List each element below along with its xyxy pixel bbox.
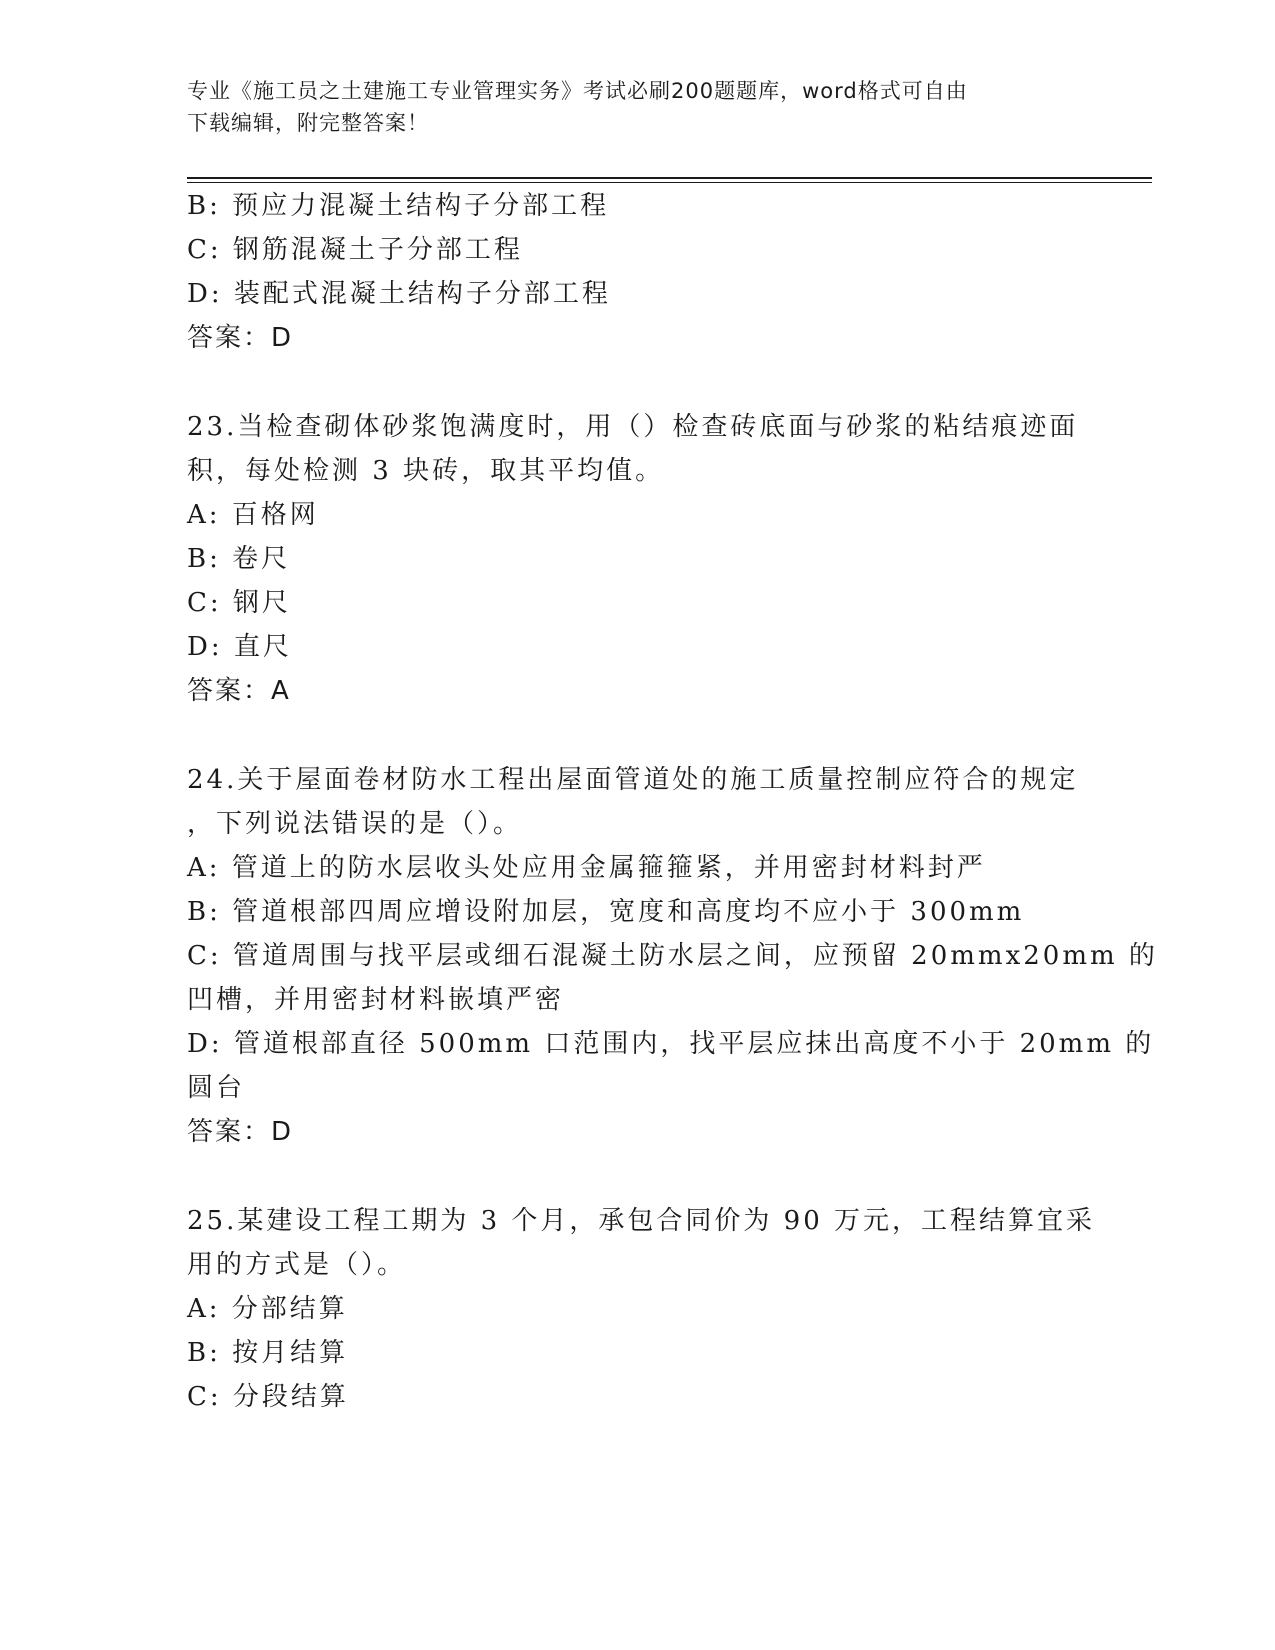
option-line: B: 预应力混凝土结构子分部工程 bbox=[187, 191, 610, 221]
option-line: C: 钢筋混凝土子分部工程 bbox=[187, 235, 523, 265]
document-header bbox=[187, 75, 1067, 139]
option-line: C: 钢尺 bbox=[187, 588, 291, 618]
option-line: A: 分部结算 bbox=[187, 1294, 348, 1324]
option-line: C: 管道周围与找平层或细石混凝土防水层之间，应预留 20mmx20mm 的 bbox=[187, 941, 1158, 971]
option-line: B: 管道根部四周应增设附加层，宽度和高度均不应小于 300mm bbox=[187, 897, 1025, 927]
answer-line: 答案：A bbox=[187, 676, 291, 706]
option-line: A: 管道上的防水层收头处应用金属箍箍紧，并用密封材料封严 bbox=[187, 853, 986, 883]
option-line: B: 卷尺 bbox=[187, 544, 291, 574]
question-stem-line: 23.当检查砌体砂浆饱满度时，用（）检查砖底面与砂浆的粘结痕迹面 bbox=[187, 412, 1079, 442]
header-line-1: 专业《施工员之土建施工专业管理实务》考试必刷200题题库，word格式可自由 bbox=[187, 79, 968, 103]
option-line: D: 管道根部直径 500mm 口范围内，找平层应抹出高度不小于 20mm 的 bbox=[187, 1029, 1155, 1059]
answer-line: 答案：D bbox=[187, 1117, 294, 1147]
option-line: D: 装配式混凝土结构子分部工程 bbox=[187, 279, 611, 309]
question-stem-line: 25.某建设工程工期为 3 个月，承包合同价为 90 万元，工程结算宜采 bbox=[187, 1206, 1096, 1236]
question-stem-line: 用的方式是（）。 bbox=[187, 1250, 407, 1280]
option-line: C: 分段结算 bbox=[187, 1382, 349, 1412]
option-line: 凹槽，并用密封材料嵌填严密 bbox=[187, 985, 565, 1015]
header-line-2: 下载编辑，附完整答案！ bbox=[187, 111, 429, 135]
answer-line: 答案：D bbox=[187, 323, 294, 353]
option-line: B: 按月结算 bbox=[187, 1338, 349, 1368]
question-stem-line: ，下列说法错误的是（）。 bbox=[187, 809, 523, 839]
header-rule-thick bbox=[187, 177, 1152, 179]
header-rule-thin bbox=[187, 182, 1152, 183]
option-line: A: 百格网 bbox=[187, 500, 319, 530]
option-line: D: 直尺 bbox=[187, 632, 292, 662]
question-stem-line: 24.关于屋面卷材防水工程出屋面管道处的施工质量控制应符合的规定 bbox=[187, 765, 1079, 795]
option-line: 圆台 bbox=[187, 1073, 246, 1103]
question-stem-line: 积，每处检测 3 块砖，取其平均值。 bbox=[187, 456, 665, 486]
